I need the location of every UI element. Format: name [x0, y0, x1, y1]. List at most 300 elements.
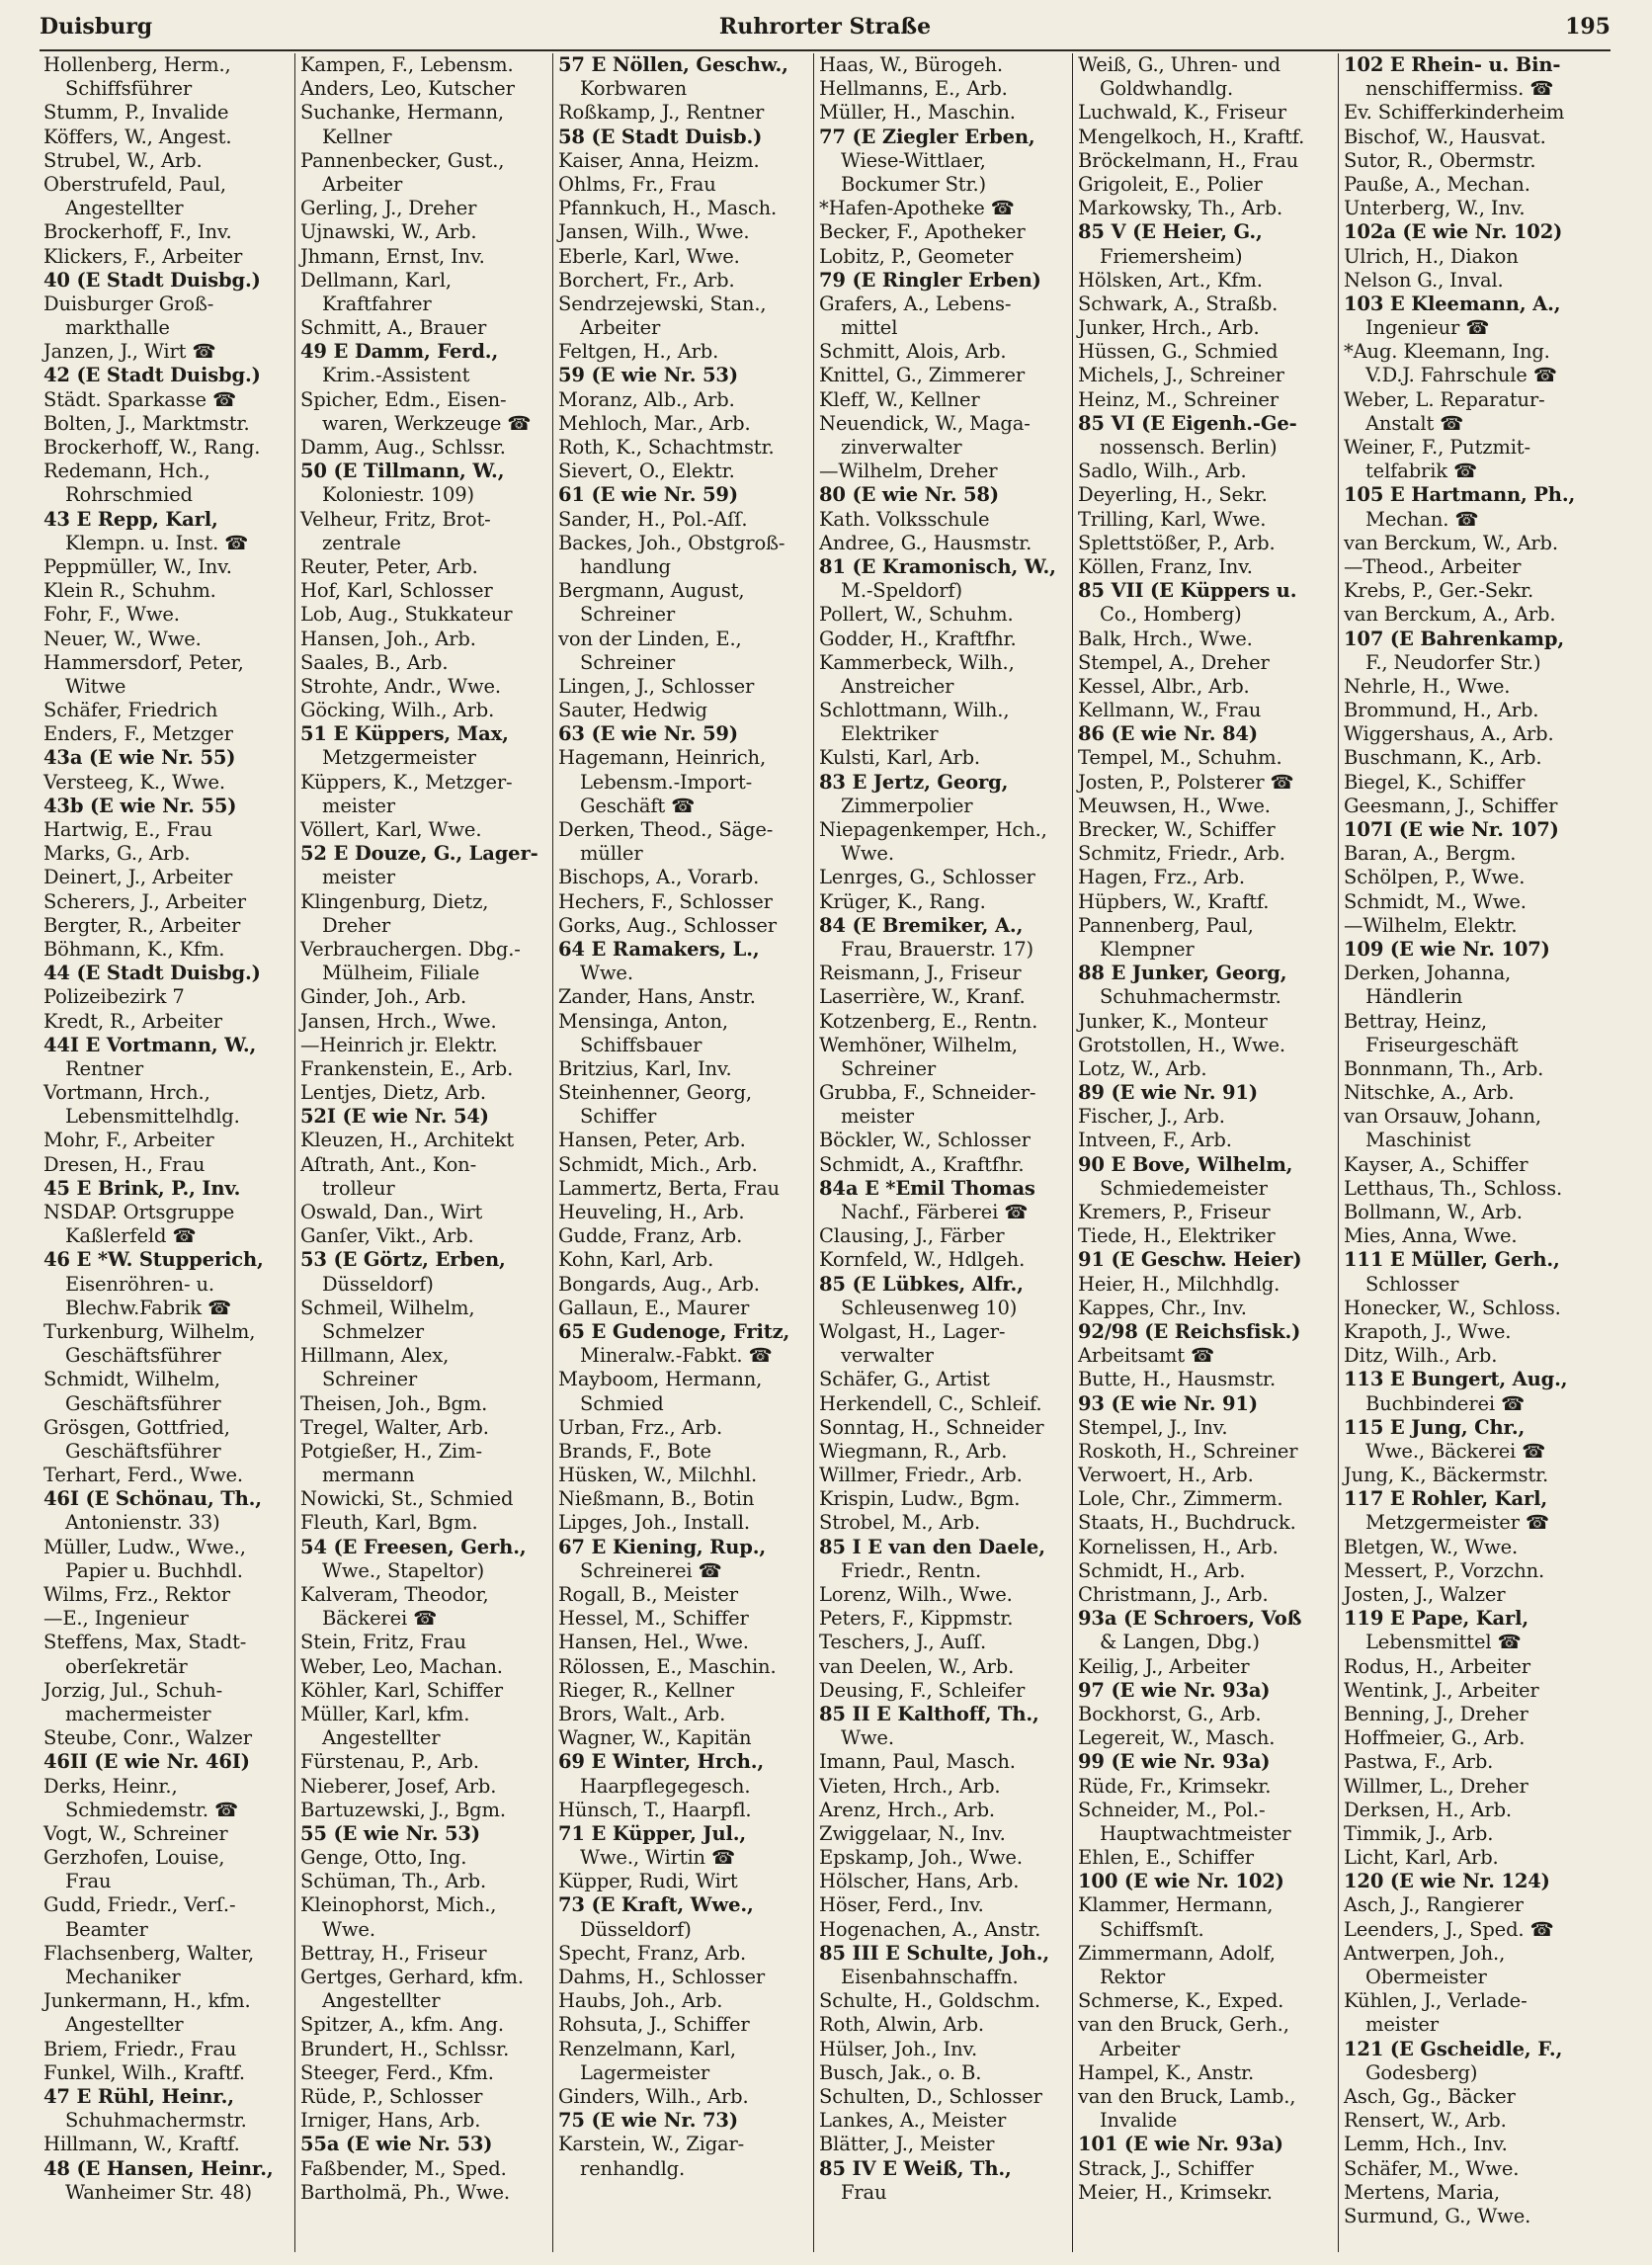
resident-entry: Schiffsmſt. — [1100, 1917, 1204, 1941]
resident-entry: Haubs, Joh., Arb. — [558, 1989, 723, 2013]
resident-entry: Suchanke, Hermann, — [300, 101, 504, 125]
resident-entry: Herkendell, C., Schleif. — [819, 1391, 1042, 1415]
resident-entry: Letthaus, Th., Schloss. — [1344, 1176, 1563, 1200]
resident-entry: Mengelkoch, H., Kraftf. — [1078, 125, 1305, 148]
directory-columns — [40, 53, 1612, 2252]
resident-entry: Unterberg, W., Inv. — [1344, 197, 1526, 220]
resident-entry: Rüde, P., Schlosser — [300, 2084, 483, 2108]
resident-entry: Gorks, Aug., Schlosser — [558, 913, 777, 937]
resident-entry: Moranz, Alb., Arb. — [558, 387, 735, 411]
resident-entry: Küppers, K., Metzger- — [300, 770, 513, 794]
house-number-entry: 86 (E wie Nr. 84) — [1078, 722, 1258, 746]
resident-entry: Wiggershaus, A., Arb. — [1344, 722, 1554, 746]
resident-entry: Kleinophorst, Mich., — [300, 1893, 497, 1917]
resident-entry: Kappes, Chr., Inv. — [1078, 1296, 1247, 1319]
resident-entry: Friseurgeschäft — [1365, 1033, 1519, 1056]
resident-entry: Derksen, H., Arb. — [1344, 1798, 1512, 1821]
resident-entry: Klingenburg, Dietz, — [300, 889, 489, 913]
resident-entry: Zimmerpolier — [841, 794, 973, 817]
resident-entry: V.D.J. Fahrschule ☎ — [1365, 364, 1557, 387]
resident-entry: Laserrière, W., Kranf. — [819, 985, 1026, 1009]
house-number-entry: 89 (E wie Nr. 91) — [1078, 1081, 1258, 1105]
resident-entry: Kornfeld, W., Hdlgeh. — [819, 1248, 1026, 1272]
resident-entry: Kleff, W., Kellner — [819, 387, 980, 411]
resident-entry: Faßbender, M., Sped. — [300, 2156, 507, 2180]
resident-entry: Lole, Chr., Zimmerm. — [1078, 1487, 1283, 1511]
resident-entry: Velheur, Fritz, Brot- — [300, 507, 491, 531]
resident-entry: Kornelissen, H., Arb. — [1078, 1535, 1279, 1558]
resident-entry: —Heinrich jr. Elektr. — [300, 1033, 498, 1056]
city-name: Duisburg — [40, 14, 153, 40]
resident-entry: van Berckum, A., Arb. — [1344, 603, 1556, 627]
resident-entry: Lebensmittel ☎ — [1365, 1631, 1522, 1654]
resident-entry: Sievert, O., Elektr. — [558, 460, 735, 483]
resident-entry: Sander, H., Pol.-Aſſ. — [558, 507, 748, 531]
resident-entry: Vortmann, Hrch., — [43, 1081, 210, 1105]
house-number-entry: 84a E *Emil Thomas — [819, 1176, 1035, 1200]
resident-entry: Strobel, M., Arb. — [819, 1511, 981, 1535]
resident-entry: Hagen, Frz., Arb. — [1078, 866, 1245, 889]
resident-entry: Hillmann, W., Kraftf. — [43, 2133, 240, 2156]
resident-entry: Lebensm.-Import- — [580, 770, 753, 794]
resident-entry: Deusing, F., Schleifer — [819, 1678, 1026, 1702]
house-number-entry: 44 (E Stadt Duisbg.) — [43, 962, 261, 985]
resident-entry: Krebs, P., Ger.-Sekr. — [1344, 579, 1534, 603]
resident-entry: Fleuth, Karl, Bgm. — [300, 1511, 478, 1535]
resident-entry: Bischops, A., Vorarb. — [558, 866, 760, 889]
resident-entry: Kulsti, Karl, Arb. — [819, 746, 980, 770]
resident-entry: Splettstößer, P., Arb. — [1078, 531, 1276, 554]
resident-entry: Derken, Johanna, — [1344, 962, 1512, 985]
resident-entry: zentrale — [322, 531, 401, 554]
resident-entry: Schiffer — [580, 1105, 657, 1129]
resident-entry: Bletgen, W., Wwe. — [1344, 1535, 1519, 1558]
house-number-entry: 63 (E wie Nr. 59) — [558, 722, 738, 746]
resident-entry: Schuhmachermstr. — [65, 2109, 247, 2133]
resident-entry: Angestellter — [65, 197, 184, 220]
resident-entry: Klickers, F., Arbeiter — [43, 244, 243, 268]
resident-entry: Fischer, J., Arb. — [1078, 1105, 1225, 1129]
resident-entry: Mensinga, Anton, — [558, 1009, 728, 1033]
resident-entry: Oswald, Dan., Wirt — [300, 1201, 483, 1223]
resident-entry: Mayboom, Hermann, — [558, 1368, 763, 1391]
resident-entry: Potgießer, H., Zim- — [300, 1439, 482, 1463]
resident-entry: Ginders, Wilh., Arb. — [558, 2084, 749, 2108]
resident-entry: NSDAP. Ortsgruppe — [43, 1201, 235, 1223]
house-number-entry: 52 E Douze, G., Lager- — [300, 842, 538, 866]
resident-entry: Karstein, W., Zigar- — [558, 2133, 745, 2156]
resident-entry: Weber, Leo, Machan. — [300, 1654, 503, 1678]
resident-entry: Lobitz, P., Geometer — [819, 244, 1014, 268]
resident-entry: Kellner — [322, 125, 392, 148]
resident-entry: Wemhöner, Wilhelm, — [819, 1033, 1018, 1056]
resident-entry: Köffers, W., Angest. — [43, 125, 232, 148]
column-3 — [554, 53, 814, 2252]
resident-entry: von der Linden, E., — [558, 627, 742, 650]
house-number-entry: 85 II E Kalthoff, Th., — [819, 1702, 1039, 1725]
resident-entry: Hölsken, Art., Kfm. — [1078, 268, 1263, 292]
resident-entry: Hof, Karl, Schlosser — [300, 579, 493, 603]
resident-entry: Schulte, H., Goldschm. — [819, 1989, 1040, 2013]
resident-entry: Frau — [65, 1870, 112, 1893]
resident-entry: Reuter, Peter, Arb. — [300, 554, 478, 578]
resident-entry: Flachsenberg, Walter, — [43, 1941, 255, 1965]
resident-entry: Busch, Jak., o. B. — [819, 2060, 982, 2084]
resident-entry: Mies, Anna, Wwe. — [1344, 1224, 1518, 1248]
resident-entry: Deyerling, H., Sekr. — [1078, 483, 1268, 507]
resident-entry: Enders, F., Metzger — [43, 722, 233, 746]
resident-entry: Versteeg, K., Wwe. — [43, 770, 225, 794]
resident-entry: Sauter, Hedwig — [558, 699, 707, 722]
resident-entry: Schmerse, K., Exped. — [1078, 1989, 1284, 2013]
resident-entry: Wwe., Bäckerei ☎ — [1365, 1439, 1546, 1463]
resident-entry: Kayser, A., Schiffer — [1344, 1152, 1528, 1176]
house-number-entry: 71 E Küpper, Jul., — [558, 1821, 747, 1845]
resident-entry: Schäfer, M., Wwe. — [1344, 2156, 1520, 2180]
resident-entry: Brockerhoff, F., Inv. — [43, 220, 232, 244]
resident-entry: Messert, P., Vorzchn. — [1344, 1558, 1545, 1582]
resident-entry: Briem, Friedr., Frau — [43, 2037, 237, 2060]
resident-entry: Nachf., Färberei ☎ — [841, 1201, 1029, 1223]
resident-entry: Kessel, Albr., Arb. — [1078, 674, 1250, 698]
resident-entry: Neuer, W., Wwe. — [43, 627, 202, 650]
resident-entry: Invalide — [1100, 2109, 1178, 2133]
resident-entry: Surmund, G., Wwe. — [1344, 2204, 1531, 2227]
resident-entry: Schmelzer — [322, 1319, 424, 1343]
resident-entry: Schmidt, M., Wwe. — [1344, 889, 1527, 913]
resident-entry: Knittel, G., Zimmerer — [819, 364, 1026, 387]
resident-entry: Strubel, W., Arb. — [43, 148, 203, 172]
resident-entry: Dahms, H., Schlosser — [558, 1966, 766, 1988]
resident-entry: Urban, Frz., Arb. — [558, 1415, 723, 1439]
resident-entry: Anstalt ☎ — [1365, 411, 1464, 435]
resident-entry: Schäfer, Friedrich — [43, 699, 218, 722]
house-number-entry: 103 E Kleemann, A., — [1344, 292, 1561, 315]
resident-entry: Böhmann, K., Kfm. — [43, 937, 225, 961]
resident-entry: Willmer, L., Dreher — [1344, 1774, 1528, 1798]
resident-entry: oberſekretär — [65, 1654, 188, 1678]
resident-entry: Imann, Paul, Masch. — [819, 1750, 1016, 1774]
resident-entry: van Berckum, W., Arb. — [1344, 531, 1558, 554]
resident-entry: nossensch. Berlin) — [1100, 436, 1278, 459]
resident-entry: Schmidt, Mich., Arb. — [558, 1152, 758, 1176]
resident-entry: Neuendick, W., Maga- — [819, 411, 1031, 435]
resident-entry: Kaiser, Anna, Heizm. — [558, 148, 760, 172]
resident-entry: Funkel, Wilh., Kraftf. — [43, 2060, 245, 2084]
house-number-entry: 57 E Nöllen, Geschw., — [558, 53, 788, 76]
resident-entry: Jhmann, Ernst, Inv. — [300, 244, 485, 268]
resident-entry: Dellmann, Karl, — [300, 268, 452, 292]
resident-entry: Klein R., Schuhm. — [43, 579, 216, 603]
resident-entry: Stein, Fritz, Frau — [300, 1631, 466, 1654]
resident-entry: Hammersdorf, Peter, — [43, 650, 244, 674]
resident-entry: Angestellter — [322, 1989, 441, 2013]
resident-entry: Grösgen, Gottfried, — [43, 1415, 230, 1439]
resident-entry: Asch, J., Rangierer — [1344, 1893, 1524, 1917]
page-number: 195 — [1565, 14, 1611, 40]
resident-entry: meister — [841, 1105, 914, 1129]
resident-entry: van Orsauw, Johann, — [1344, 1105, 1541, 1129]
house-number-entry: 73 (E Kraft, Wwe., — [558, 1893, 754, 1917]
resident-entry: Kammerbeck, Wilh., — [819, 650, 1015, 674]
resident-entry: Frau, Brauerstr. 17) — [841, 937, 1033, 961]
resident-entry: Kellmann, W., Frau — [1078, 699, 1262, 722]
resident-entry: Vieten, Hrch., Arb. — [819, 1774, 1001, 1798]
resident-entry: Schmidt, Wilhelm, — [43, 1368, 220, 1391]
resident-entry: Hampel, K., Anstr. — [1078, 2060, 1255, 2084]
resident-entry: Bröckelmann, H., Frau — [1078, 148, 1299, 172]
resident-entry: Schiffsführer — [65, 77, 193, 101]
resident-entry: Müller, Karl, kfm. — [300, 1702, 470, 1725]
resident-entry: Frau — [841, 2180, 887, 2204]
resident-entry: Friedr., Rentn. — [841, 1558, 982, 1582]
resident-entry: Arbeiter — [1100, 2037, 1181, 2060]
resident-entry: waren, Werkzeuge ☎ — [322, 411, 532, 435]
resident-entry: Hülser, Joh., Inv. — [819, 2037, 978, 2060]
resident-entry: M.-Speldorf) — [841, 579, 962, 603]
resident-entry: Sonntag, H., Schneider — [819, 1415, 1044, 1439]
resident-entry: Göcking, Wilh., Arb. — [300, 699, 495, 722]
house-number-entry: 44I E Vortmann, W., — [43, 1033, 257, 1056]
resident-entry: Händlerin — [1365, 985, 1463, 1009]
resident-entry: Willmer, Friedr., Arb. — [819, 1464, 1023, 1487]
resident-entry: Schmidt, A., Kraftfhr. — [819, 1152, 1025, 1176]
resident-entry: Hollenberg, Herm., — [43, 53, 231, 76]
resident-entry: Arbeitsamt ☎ — [1078, 1344, 1215, 1368]
resident-entry: Beamter — [65, 1917, 148, 1941]
resident-entry: Lemm, Hch., Inv. — [1344, 2133, 1508, 2156]
resident-entry: Wwe. — [841, 1726, 894, 1750]
resident-entry: Mülheim, Filiale — [322, 962, 480, 985]
resident-entry: Lammertz, Berta, Frau — [558, 1176, 780, 1200]
resident-entry: Hellmanns, E., Arb. — [819, 77, 1008, 101]
house-number-entry: 120 (E wie Nr. 124) — [1344, 1870, 1550, 1893]
resident-entry: Wentink, J., Arbeiter — [1344, 1678, 1539, 1702]
resident-entry: Kohn, Karl, Arb. — [558, 1248, 714, 1272]
resident-entry: Staats, H., Buchdruck. — [1078, 1511, 1296, 1535]
resident-entry: Gerling, J., Dreher — [300, 197, 477, 220]
resident-entry: Kremers, P., Friseur — [1078, 1201, 1271, 1223]
resident-entry: Meuwsen, H., Wwe. — [1078, 794, 1271, 817]
resident-entry: Rogall, B., Meister — [558, 1583, 738, 1606]
resident-entry: Saales, B., Arb. — [300, 650, 449, 674]
resident-entry: Brands, F., Bote — [558, 1439, 711, 1463]
resident-entry: Schüman, Th., Arb. — [300, 1870, 487, 1893]
resident-entry: Antwerpen, Joh., — [1344, 1941, 1506, 1965]
house-number-entry: 43b (E wie Nr. 55) — [43, 794, 237, 817]
resident-entry: Lankes, A., Meister — [819, 2109, 1007, 2133]
resident-entry: Gudd, Friedr., Verſ.- — [43, 1893, 236, 1917]
resident-entry: Grigoleit, E., Polier — [1078, 172, 1263, 196]
house-number-entry: 115 E Jung, Chr., — [1344, 1415, 1526, 1439]
resident-entry: Steinhenner, Georg, — [558, 1081, 752, 1105]
resident-entry: Weiß, G., Uhren- und — [1078, 53, 1280, 76]
resident-entry: Schmeil, Wilhelm, — [300, 1296, 475, 1319]
resident-entry: Teschers, J., Auſſ. — [819, 1631, 987, 1654]
house-number-entry: 88 E Junker, Georg, — [1078, 962, 1287, 985]
resident-entry: Hessel, M., Schiffer — [558, 1607, 749, 1631]
resident-entry: Grotstollen, H., Wwe. — [1078, 1033, 1285, 1056]
resident-entry: & Langen, Dbg.) — [1100, 1631, 1260, 1654]
resident-entry: müller — [580, 842, 643, 866]
resident-entry: Jorzig, Jul., Schuh- — [43, 1678, 223, 1702]
house-number-entry: 109 (E wie Nr. 107) — [1344, 937, 1550, 961]
resident-entry: Legereit, W., Masch. — [1078, 1726, 1276, 1750]
resident-entry: handlung — [580, 554, 671, 578]
resident-entry: Goldwhandlg. — [1100, 77, 1234, 101]
resident-entry: meister — [1365, 2013, 1439, 2037]
resident-entry: Deinert, J., Arbeiter — [43, 866, 233, 889]
resident-entry: Sendrzejewski, Stan., — [558, 292, 767, 315]
resident-entry: Arbeiter — [580, 316, 661, 340]
resident-entry: Geschäftsführer — [65, 1344, 221, 1368]
resident-entry: Buchbinderei ☎ — [1365, 1391, 1526, 1415]
house-number-entry: 42 (E Stadt Duisbg.) — [43, 364, 261, 387]
resident-entry: Angestellter — [65, 2013, 184, 2037]
resident-entry: Nieberer, Josef, Arb. — [300, 1774, 497, 1798]
resident-entry: Mechan. ☎ — [1365, 507, 1479, 531]
resident-entry: Krispin, Ludw., Bgm. — [819, 1487, 1021, 1511]
resident-entry: Grafers, A., Lebens- — [819, 292, 1012, 315]
column-6 — [1340, 53, 1612, 2252]
resident-entry: Wwe., Wirtin ☎ — [580, 1846, 736, 1870]
resident-entry: Schmiedemstr. ☎ — [65, 1798, 239, 1821]
resident-entry: Krüger, K., Rang. — [819, 889, 986, 913]
resident-entry: Clausing, J., Färber — [819, 1224, 1005, 1248]
resident-entry: Elektriker — [841, 722, 939, 746]
resident-entry: Genge, Otto, Ing. — [300, 1846, 467, 1870]
resident-entry: Fohr, F., Wwe. — [43, 603, 180, 627]
resident-entry: Rüde, Fr., Krimsekr. — [1078, 1774, 1272, 1798]
resident-entry: Pastwa, F., Arb. — [1344, 1750, 1494, 1774]
resident-entry: Strack, J., Schiffer — [1078, 2156, 1254, 2180]
resident-entry: Schulten, D., Schlosser — [819, 2084, 1042, 2108]
resident-entry: Schmitz, Friedr., Arb. — [1078, 842, 1285, 866]
resident-entry: Schreiner — [841, 1056, 937, 1080]
resident-entry: Ingenieur ☎ — [1365, 316, 1490, 340]
resident-entry: Weiner, F., Putzmit- — [1344, 436, 1530, 459]
resident-entry: Frankenstein, E., Arb. — [300, 1056, 514, 1080]
resident-entry: Lorenz, Wilh., Wwe. — [819, 1583, 1013, 1606]
resident-entry: Tiede, H., Elektriker — [1078, 1224, 1276, 1248]
resident-entry: Bergter, R., Arbeiter — [43, 913, 241, 937]
resident-entry: Schreinerei ☎ — [580, 1558, 722, 1582]
resident-entry: Wwe. — [580, 962, 633, 985]
resident-entry: Gerzhofen, Louise, — [43, 1846, 225, 1870]
resident-entry: Co., Homberg) — [1100, 603, 1242, 627]
resident-entry: Licht, Karl, Arb. — [1344, 1846, 1499, 1870]
resident-entry: Pfannkuch, H., Masch. — [558, 197, 778, 220]
resident-entry: Geschäft ☎ — [580, 794, 696, 817]
house-number-entry: 85 VII (E Küppers u. — [1078, 579, 1297, 603]
resident-entry: van den Bruck, Gerh., — [1078, 2013, 1289, 2037]
resident-entry: Bäckerei ☎ — [322, 1607, 438, 1631]
house-number-entry: 121 (E Gscheidle, F., — [1344, 2037, 1563, 2060]
resident-entry: Baran, A., Bergm. — [1344, 842, 1517, 866]
resident-entry: Weber, L. Reparatur- — [1344, 387, 1545, 411]
resident-entry: Stempel, A., Dreher — [1078, 650, 1270, 674]
resident-entry: Schreiner — [580, 603, 676, 627]
resident-entry: mermann — [322, 1464, 415, 1487]
house-number-entry: 79 (E Ringler Erben) — [819, 268, 1041, 292]
page-header — [40, 14, 1611, 47]
resident-entry: Düsseldorf) — [322, 1272, 434, 1296]
resident-entry: Geschäftsführer — [65, 1391, 221, 1415]
resident-entry: Schmied — [580, 1391, 664, 1415]
resident-entry: Ehlen, E., Schiffer — [1078, 1846, 1254, 1870]
resident-entry: —Theod., Arbeiter — [1344, 554, 1522, 578]
resident-entry: Bockumer Str.) — [841, 172, 986, 196]
resident-entry: Britzius, Karl, Inv. — [558, 1056, 732, 1080]
resident-entry: Asch, Gg., Bäcker — [1344, 2084, 1516, 2108]
house-number-entry: 81 (E Kramonisch, W., — [819, 554, 1056, 578]
resident-entry: Peppmüller, W., Inv. — [43, 554, 232, 578]
house-number-entry: 45 E Brink, P., Inv. — [43, 1176, 241, 1200]
resident-entry: Jung, K., Bäckermstr. — [1344, 1464, 1549, 1487]
resident-entry: Becker, F., Apotheker — [819, 220, 1026, 244]
resident-entry: Sadlo, Wilh., Arb. — [1078, 460, 1247, 483]
resident-entry: Hartwig, E., Frau — [43, 818, 212, 841]
resident-entry: Brecker, W., Schiffer — [1078, 818, 1276, 841]
resident-entry: van Deelen, W., Arb. — [819, 1654, 1015, 1678]
resident-entry: Müller, Ludw., Wwe., — [43, 1535, 246, 1558]
resident-entry: Hogenachen, A., Anstr. — [819, 1917, 1041, 1941]
resident-entry: Schlosser — [1365, 1272, 1459, 1296]
resident-entry: Josten, P., Polsterer ☎ — [1078, 770, 1294, 794]
house-number-entry: 113 E Bungert, Aug., — [1344, 1368, 1568, 1391]
resident-entry: Bockhorst, G., Arb. — [1078, 1702, 1262, 1725]
resident-entry: Mehloch, Mar., Arb. — [558, 411, 751, 435]
resident-entry: Pauße, A., Mechan. — [1344, 172, 1530, 196]
house-number-entry: 91 (E Geschw. Heier) — [1078, 1248, 1302, 1272]
resident-entry: Hillmann, Alex, — [300, 1344, 450, 1368]
resident-entry: Metzgermeister — [322, 746, 476, 770]
resident-entry: Terhart, Ferd., Wwe. — [43, 1464, 243, 1487]
resident-entry: Bongards, Aug., Arb. — [558, 1272, 760, 1296]
resident-entry: Gudde, Franz, Arb. — [558, 1224, 743, 1248]
resident-entry: Oberstrufeld, Paul, — [43, 172, 226, 196]
resident-entry: Keilig, J., Arbeiter — [1078, 1654, 1250, 1678]
resident-entry: Hagemann, Heinrich, — [558, 746, 767, 770]
resident-entry: Aſtrath, Ant., Kon- — [300, 1152, 477, 1176]
resident-entry: Kotzenberg, E., Rentn. — [819, 1009, 1038, 1033]
house-number-entry: 85 III E Schulte, Joh., — [819, 1941, 1049, 1965]
resident-entry: Irniger, Hans, Arb. — [300, 2109, 481, 2133]
house-number-entry: 55a (E wie Nr. 53) — [300, 2133, 493, 2156]
resident-entry: Zwiggelaar, N., Inv. — [819, 1821, 1006, 1845]
resident-entry: Mechaniker — [65, 1966, 181, 1988]
resident-entry: Luchwald, K., Friseur — [1078, 101, 1286, 125]
resident-entry: Spicher, Edm., Eisen- — [300, 387, 507, 411]
resident-entry: Jansen, Hrch., Wwe. — [300, 1009, 497, 1033]
resident-entry: Wagner, W., Kapitän — [558, 1726, 752, 1750]
resident-entry: Grubba, F., Schneider- — [819, 1081, 1036, 1105]
resident-entry: Roth, K., Schachtmstr. — [558, 436, 775, 459]
house-number-entry: 97 (E wie Nr. 93a) — [1078, 1678, 1271, 1702]
resident-entry: Ginder, Joh., Arb. — [300, 985, 467, 1009]
resident-entry: Wwe. — [322, 1917, 375, 1941]
resident-entry: Junker, K., Monteur — [1078, 1009, 1268, 1033]
house-number-entry: 107 (E Bahrenkamp, — [1344, 627, 1565, 650]
house-number-entry: 90 E Bove, Wilhelm, — [1078, 1152, 1293, 1176]
resident-entry: Sutor, R., Obermstr. — [1344, 148, 1536, 172]
resident-entry: Kalveram, Theodor, — [300, 1583, 489, 1606]
resident-entry: Eisenröhren- u. — [65, 1272, 214, 1296]
resident-entry: Junker, Hrch., Arb. — [1078, 316, 1260, 340]
resident-entry: Buschmann, K., Arb. — [1344, 746, 1542, 770]
resident-entry: Hansen, Joh., Arb. — [300, 627, 476, 650]
resident-entry: Steffens, Max, Stadt- — [43, 1631, 247, 1654]
